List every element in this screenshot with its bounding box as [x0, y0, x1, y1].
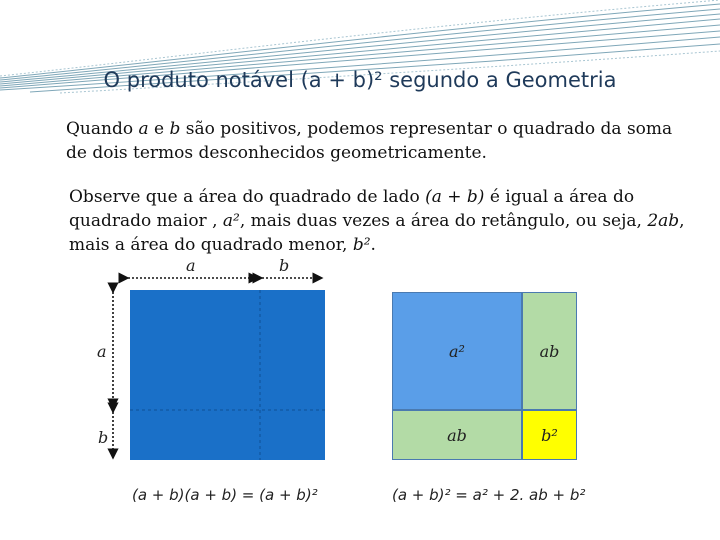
cell-b-squared: b² [522, 410, 577, 460]
top-label-a: a [186, 256, 196, 275]
cell-ab-bottom: ab [392, 410, 522, 460]
side-label-b: b [98, 428, 109, 447]
big-square-partition [130, 290, 325, 460]
slide-title: O produto notável (a + b)² segundo a Geometria [103, 68, 617, 92]
formula-expansion: (a + b)² = a² + 2. ab + b² [392, 486, 586, 504]
top-label-b: b [279, 256, 290, 275]
cell-a-squared: a² [392, 292, 522, 410]
side-label-a: a [97, 342, 107, 361]
cell-ab-top: ab [522, 292, 577, 410]
intro-paragraph: Quando a e b são positivos, podemos representar o quadrado da soma de dois termos desconhecidos geometricamente. [66, 119, 673, 163]
explanation-paragraph: Observe que a área do quadrado de lado (a + b) é igual a área do quadrado maior , a², mais duas vezes a área do retângulo, ou seja, 2ab, mais a área do quadrado menor, b². [69, 187, 685, 255]
formula-product: (a + b)(a + b) = (a + b)² [132, 486, 318, 504]
